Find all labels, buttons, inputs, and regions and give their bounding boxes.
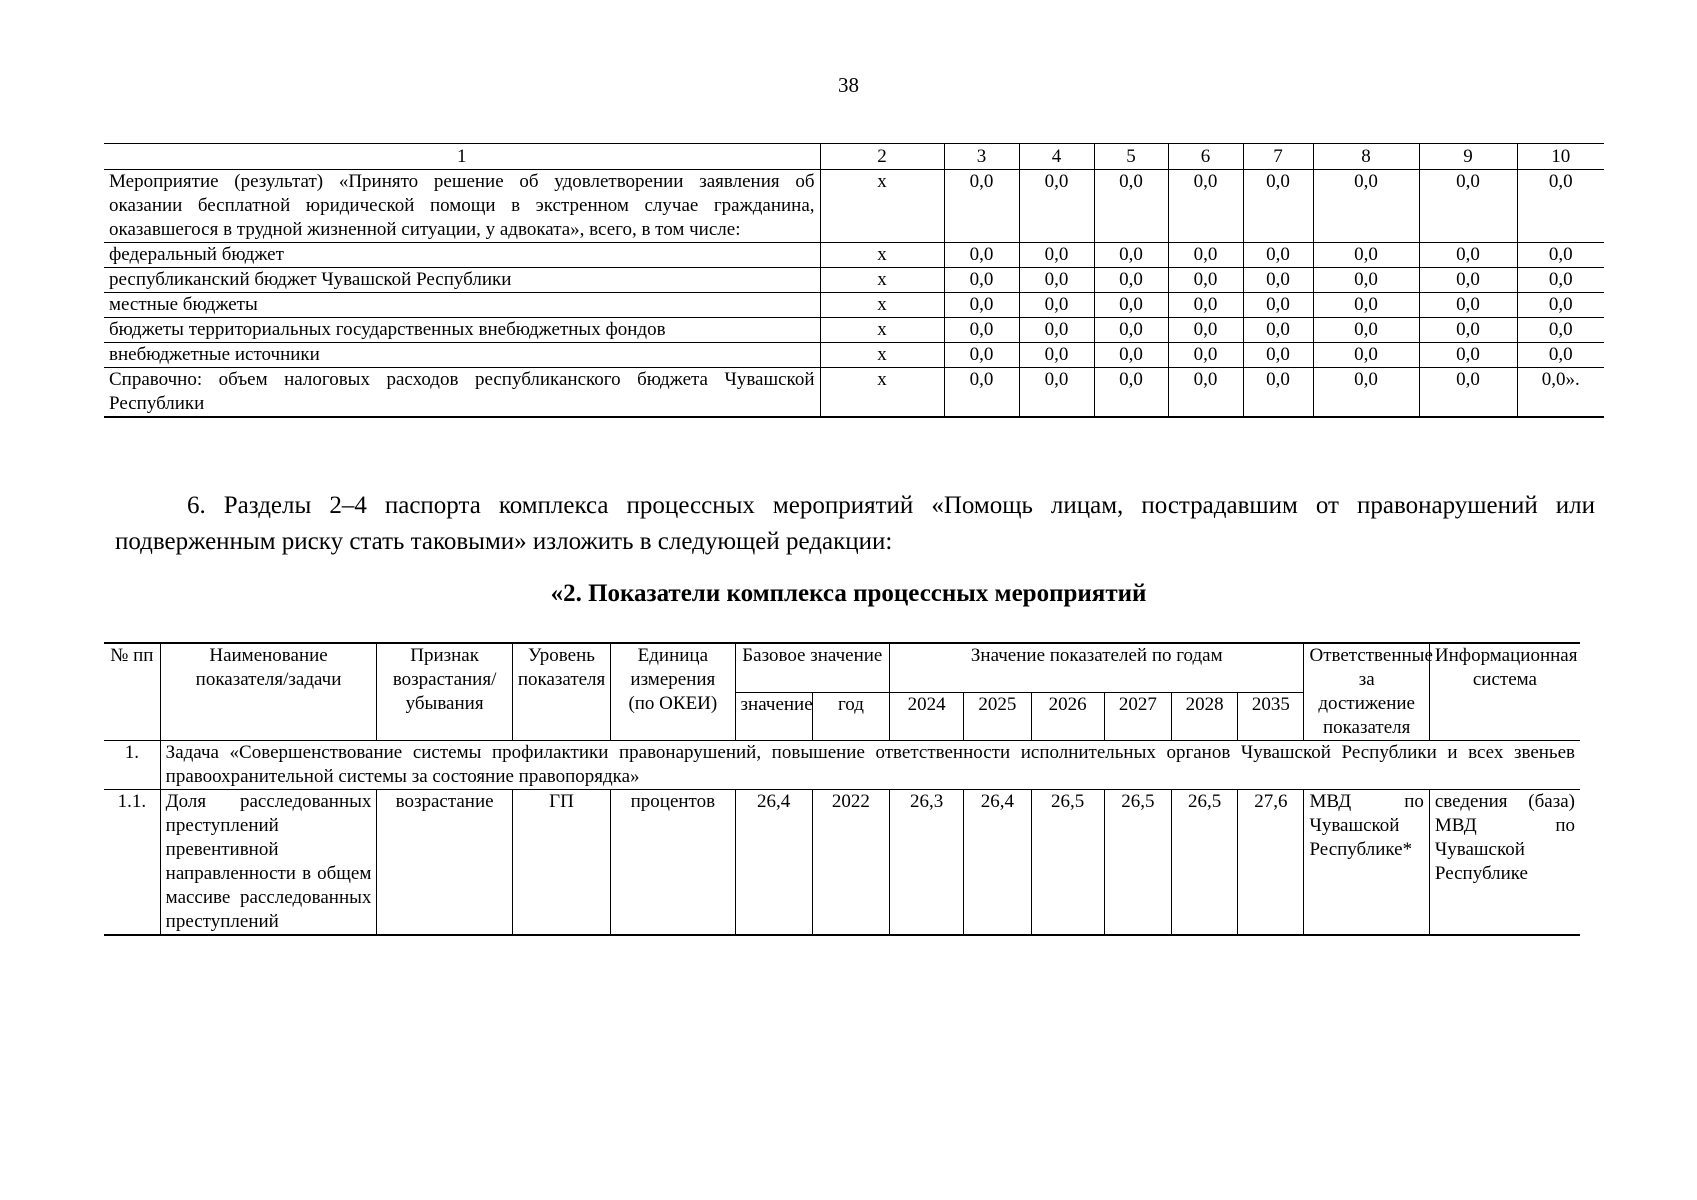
table-row: [104, 268, 1604, 293]
row-cell: х: [820, 343, 944, 368]
row-cell: 0,0: [1019, 268, 1094, 293]
row-cell: 0,0: [1094, 293, 1168, 318]
row-name: местные бюджеты: [104, 293, 820, 318]
row-cell: 0,0: [1094, 368, 1168, 418]
row-cell: 0,0: [944, 243, 1019, 268]
row-cell: х: [820, 318, 944, 343]
task-row: [104, 741, 1580, 790]
row-cell: 0,0: [944, 368, 1019, 418]
header-year: 2025: [964, 692, 1031, 740]
row-name: внебюджетные источники: [104, 343, 820, 368]
header-responsible: Ответственные за достижение показателя: [1304, 643, 1429, 741]
row-cell: 0,0: [944, 293, 1019, 318]
row-base-value: 26,4: [735, 790, 812, 936]
row-cell: 0,0: [1019, 243, 1094, 268]
row-base-year: 2022: [812, 790, 889, 936]
row-cell: 0,0: [1517, 293, 1604, 318]
row-cell: 0,0: [1419, 343, 1517, 368]
row-cell: 0,0: [1313, 368, 1419, 418]
column-header: 7: [1243, 144, 1313, 170]
row-cell: 0,0: [1094, 243, 1168, 268]
row-cell: 0,0: [1168, 268, 1243, 293]
header-base-value: значение: [735, 692, 812, 740]
row-cell: 0,0: [1419, 318, 1517, 343]
row-cell: 0,0: [1517, 243, 1604, 268]
row-cell: 0,0: [1243, 318, 1313, 343]
row-cell: 0,0: [944, 268, 1019, 293]
row-cell: 0,0: [1419, 368, 1517, 418]
row-cell: 0,0: [1419, 243, 1517, 268]
row-cell: х: [820, 368, 944, 418]
row-cell: 0,0: [1419, 268, 1517, 293]
table-row: [104, 293, 1604, 318]
row-cell: 0,0: [1019, 368, 1094, 418]
row-cell: 0,0: [1419, 170, 1517, 243]
row-value: 26,3: [890, 790, 964, 936]
table-header-row: [104, 643, 1580, 692]
header-year: 2028: [1171, 692, 1237, 740]
section-heading: «2. Показатели комплекса процессных мероприятий: [550, 580, 1147, 607]
column-header: 5: [1094, 144, 1168, 170]
row-cell: х: [820, 170, 944, 243]
row-num: 1.1.: [104, 790, 160, 936]
row-cell: 0,0: [1313, 318, 1419, 343]
page-number: 38: [838, 73, 859, 97]
row-info-system: сведения (база) МВД по Чувашской Республике: [1429, 790, 1580, 936]
row-cell: 0,0: [1517, 343, 1604, 368]
row-name: Справочно: объем налоговых расходов республиканского бюджета Чувашской Республики: [104, 368, 820, 418]
row-value: 26,5: [1104, 790, 1171, 936]
row-cell: 0,0: [1019, 343, 1094, 368]
row-cell: 0,0: [1019, 170, 1094, 243]
row-cell: 0,0: [1313, 293, 1419, 318]
header-level: Уровень показателя: [512, 643, 610, 741]
column-header: 9: [1419, 144, 1517, 170]
row-cell: х: [820, 293, 944, 318]
row-value: 26,5: [1171, 790, 1237, 936]
row-cell: 0,0: [1419, 293, 1517, 318]
row-cell: 0,0: [1243, 268, 1313, 293]
table-row: [104, 170, 1604, 243]
header-base-year: год: [812, 692, 889, 740]
header-year: 2024: [890, 692, 964, 740]
row-name: федеральный бюджет: [104, 243, 820, 268]
column-header: 10: [1517, 144, 1604, 170]
row-cell: 0,0: [944, 170, 1019, 243]
table-row: [104, 318, 1604, 343]
row-name: республиканский бюджет Чувашской Республики: [104, 268, 820, 293]
table-row: [104, 243, 1604, 268]
table-row: [104, 368, 1604, 418]
row-cell: 0,0: [1243, 293, 1313, 318]
row-cell: х: [820, 268, 944, 293]
row-cell: 0,0: [1168, 293, 1243, 318]
task-text: Задача «Совершенствование системы профилактики правонарушений, повышение ответственности исполнительных органов Чувашской Республики и всех звеньев правоохранительной системы за состояние правопорядка»: [160, 741, 1580, 790]
row-cell: 0,0: [1094, 170, 1168, 243]
row-cell: 0,0: [1168, 243, 1243, 268]
row-trend: возрастание: [377, 790, 512, 936]
row-cell: 0,0: [1313, 343, 1419, 368]
header-name: Наименование показателя/задачи: [160, 643, 377, 741]
row-cell: 0,0: [1168, 368, 1243, 418]
row-cell: 0,0: [1313, 243, 1419, 268]
row-name: Доля расследованных преступлений превентивной направленности в общем массиве расследованных преступлений: [160, 790, 377, 936]
row-cell: 0,0: [1517, 268, 1604, 293]
row-cell: 0,0: [1313, 268, 1419, 293]
row-name: Мероприятие (результат) «Принято решение об удовлетворении заявления об оказании бесплатной юридической помощи в экстренном случае гражданина, оказавшегося в трудной жизненной ситуации, у адвоката», всего, в том числе:: [104, 170, 820, 243]
header-unit: Единица измерения (по ОКЕИ): [611, 643, 735, 741]
row-cell: 0,0: [944, 318, 1019, 343]
row-value: 26,4: [964, 790, 1031, 936]
row-cell: 0,0: [1019, 293, 1094, 318]
column-header: 2: [820, 144, 944, 170]
row-cell: 0,0: [1094, 318, 1168, 343]
row-name: бюджеты территориальных государственных внебюджетных фондов: [104, 318, 820, 343]
column-header: 4: [1019, 144, 1094, 170]
row-cell: 0,0: [1243, 170, 1313, 243]
row-cell: 0,0: [1517, 170, 1604, 243]
row-level: ГП: [512, 790, 610, 936]
paragraph-6: 6. Разделы 2–4 паспорта комплекса процессных мероприятий «Помощь лицам, пострадавшим от правонарушений или подверженным риску стать таковыми» изложить в следующей редакции:: [115, 492, 1595, 555]
row-value: 27,6: [1238, 790, 1304, 936]
header-year: 2035: [1238, 692, 1304, 740]
row-cell: 0,0: [1094, 268, 1168, 293]
table-row: [104, 343, 1604, 368]
row-cell: 0,0: [1313, 170, 1419, 243]
financing-table: [104, 143, 1604, 418]
row-cell: 0,0: [1019, 318, 1094, 343]
row-unit: процентов: [611, 790, 735, 936]
column-header: 8: [1313, 144, 1419, 170]
header-trend: Признак возрастания/убывания: [377, 643, 512, 741]
row-cell: 0,0: [1168, 170, 1243, 243]
table-header-row: [104, 144, 1604, 170]
header-num: № пп: [104, 643, 160, 741]
row-cell: 0,0: [1094, 343, 1168, 368]
header-values-by-year: Значение показателей по годам: [890, 643, 1304, 692]
row-cell: 0,0: [1168, 343, 1243, 368]
header-year: 2026: [1031, 692, 1104, 740]
row-cell: 0,0: [1243, 368, 1313, 418]
row-cell: 0,0: [1168, 318, 1243, 343]
column-header: 6: [1168, 144, 1243, 170]
row-cell: 0,0: [1243, 243, 1313, 268]
row-cell: х: [820, 243, 944, 268]
indicators-table: [104, 642, 1580, 936]
row-cell: 0,0».: [1517, 368, 1604, 418]
column-header: 1: [104, 144, 820, 170]
column-header: 3: [944, 144, 1019, 170]
header-base: Базовое значение: [735, 643, 890, 692]
row-responsible: МВД по Чувашской Республике*: [1304, 790, 1429, 936]
header-year: 2027: [1104, 692, 1171, 740]
task-num: 1.: [104, 741, 160, 790]
row-cell: 0,0: [1243, 343, 1313, 368]
row-cell: 0,0: [1517, 318, 1604, 343]
row-value: 26,5: [1031, 790, 1104, 936]
header-info-system: Информационная система: [1429, 643, 1580, 741]
row-cell: 0,0: [944, 343, 1019, 368]
table-row: [104, 790, 1580, 936]
